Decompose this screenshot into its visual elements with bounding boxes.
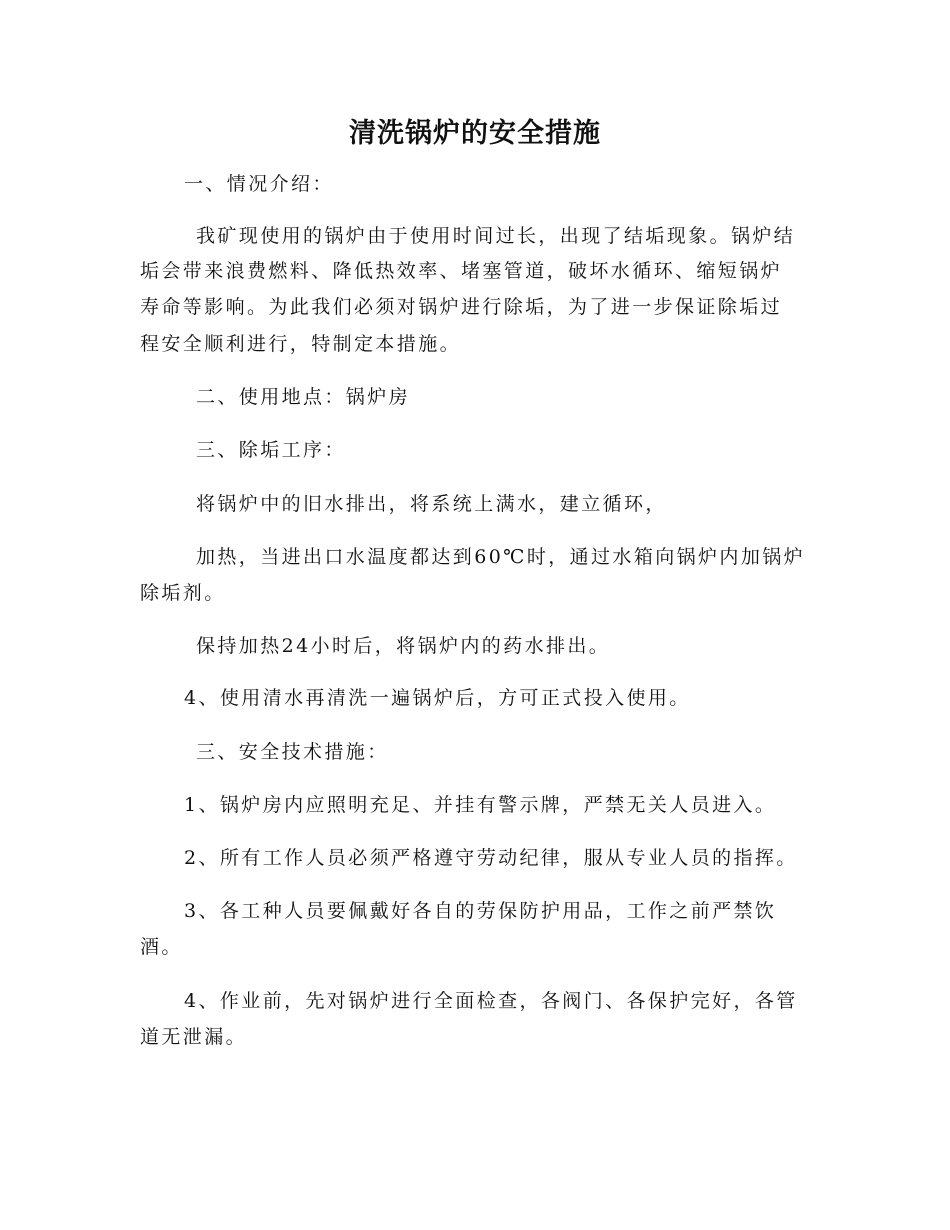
process-step: 保持加热24小时后，将锅炉内的药水排出。 bbox=[196, 635, 611, 657]
section-heading-location: 二、使用地点：锅炉房 bbox=[196, 386, 411, 408]
safety-measure: 2、所有工作人员必须严格遵守劳动纪律，服从专业人员的指挥。 bbox=[184, 847, 798, 869]
safety-measure-continued: 酒。 bbox=[140, 936, 183, 958]
safety-measure-continued: 道无泄漏。 bbox=[140, 1026, 248, 1048]
process-step-continued: 除垢剂。 bbox=[140, 582, 226, 604]
process-step: 加热，当进出口水温度都达到60℃时，通过水箱向锅炉内加锅炉 bbox=[196, 546, 806, 568]
section-heading-safety: 三、安全技术措施： bbox=[196, 741, 389, 763]
paragraph-line: 寿命等影响。为此我们必须对锅炉进行除垢，为了进一步保证除垢过 bbox=[140, 296, 783, 318]
process-step: 4、使用清水再清洗一遍锅炉后，方可正式投入使用。 bbox=[184, 687, 691, 709]
section-heading-situation: 一、情况介绍： bbox=[184, 173, 334, 195]
paragraph-line: 我矿现使用的锅炉由于使用时间过长，出现了结垢现象。锅炉结 bbox=[196, 225, 796, 247]
process-step: 将锅炉中的旧水排出，将系统上满水，建立循环， bbox=[196, 493, 667, 515]
section-heading-process: 三、除垢工序： bbox=[196, 439, 346, 461]
safety-measure: 1、锅炉房内应照明充足、并挂有警示牌，严禁无关人员进入。 bbox=[184, 794, 777, 816]
paragraph-line: 程安全顺利进行，特制定本措施。 bbox=[140, 333, 462, 355]
paragraph-line: 垢会带来浪费燃料、降低热效率、堵塞管道，破坏水循环、缩短锅炉 bbox=[140, 260, 783, 282]
safety-measure: 4、作业前，先对锅炉进行全面检查，各阀门、各保护完好，各管 bbox=[184, 990, 798, 1012]
document-title: 清洗锅炉的安全措施 bbox=[349, 118, 601, 149]
safety-measure: 3、各工种人员要佩戴好各自的劳保防护用品，工作之前严禁饮 bbox=[184, 900, 777, 922]
